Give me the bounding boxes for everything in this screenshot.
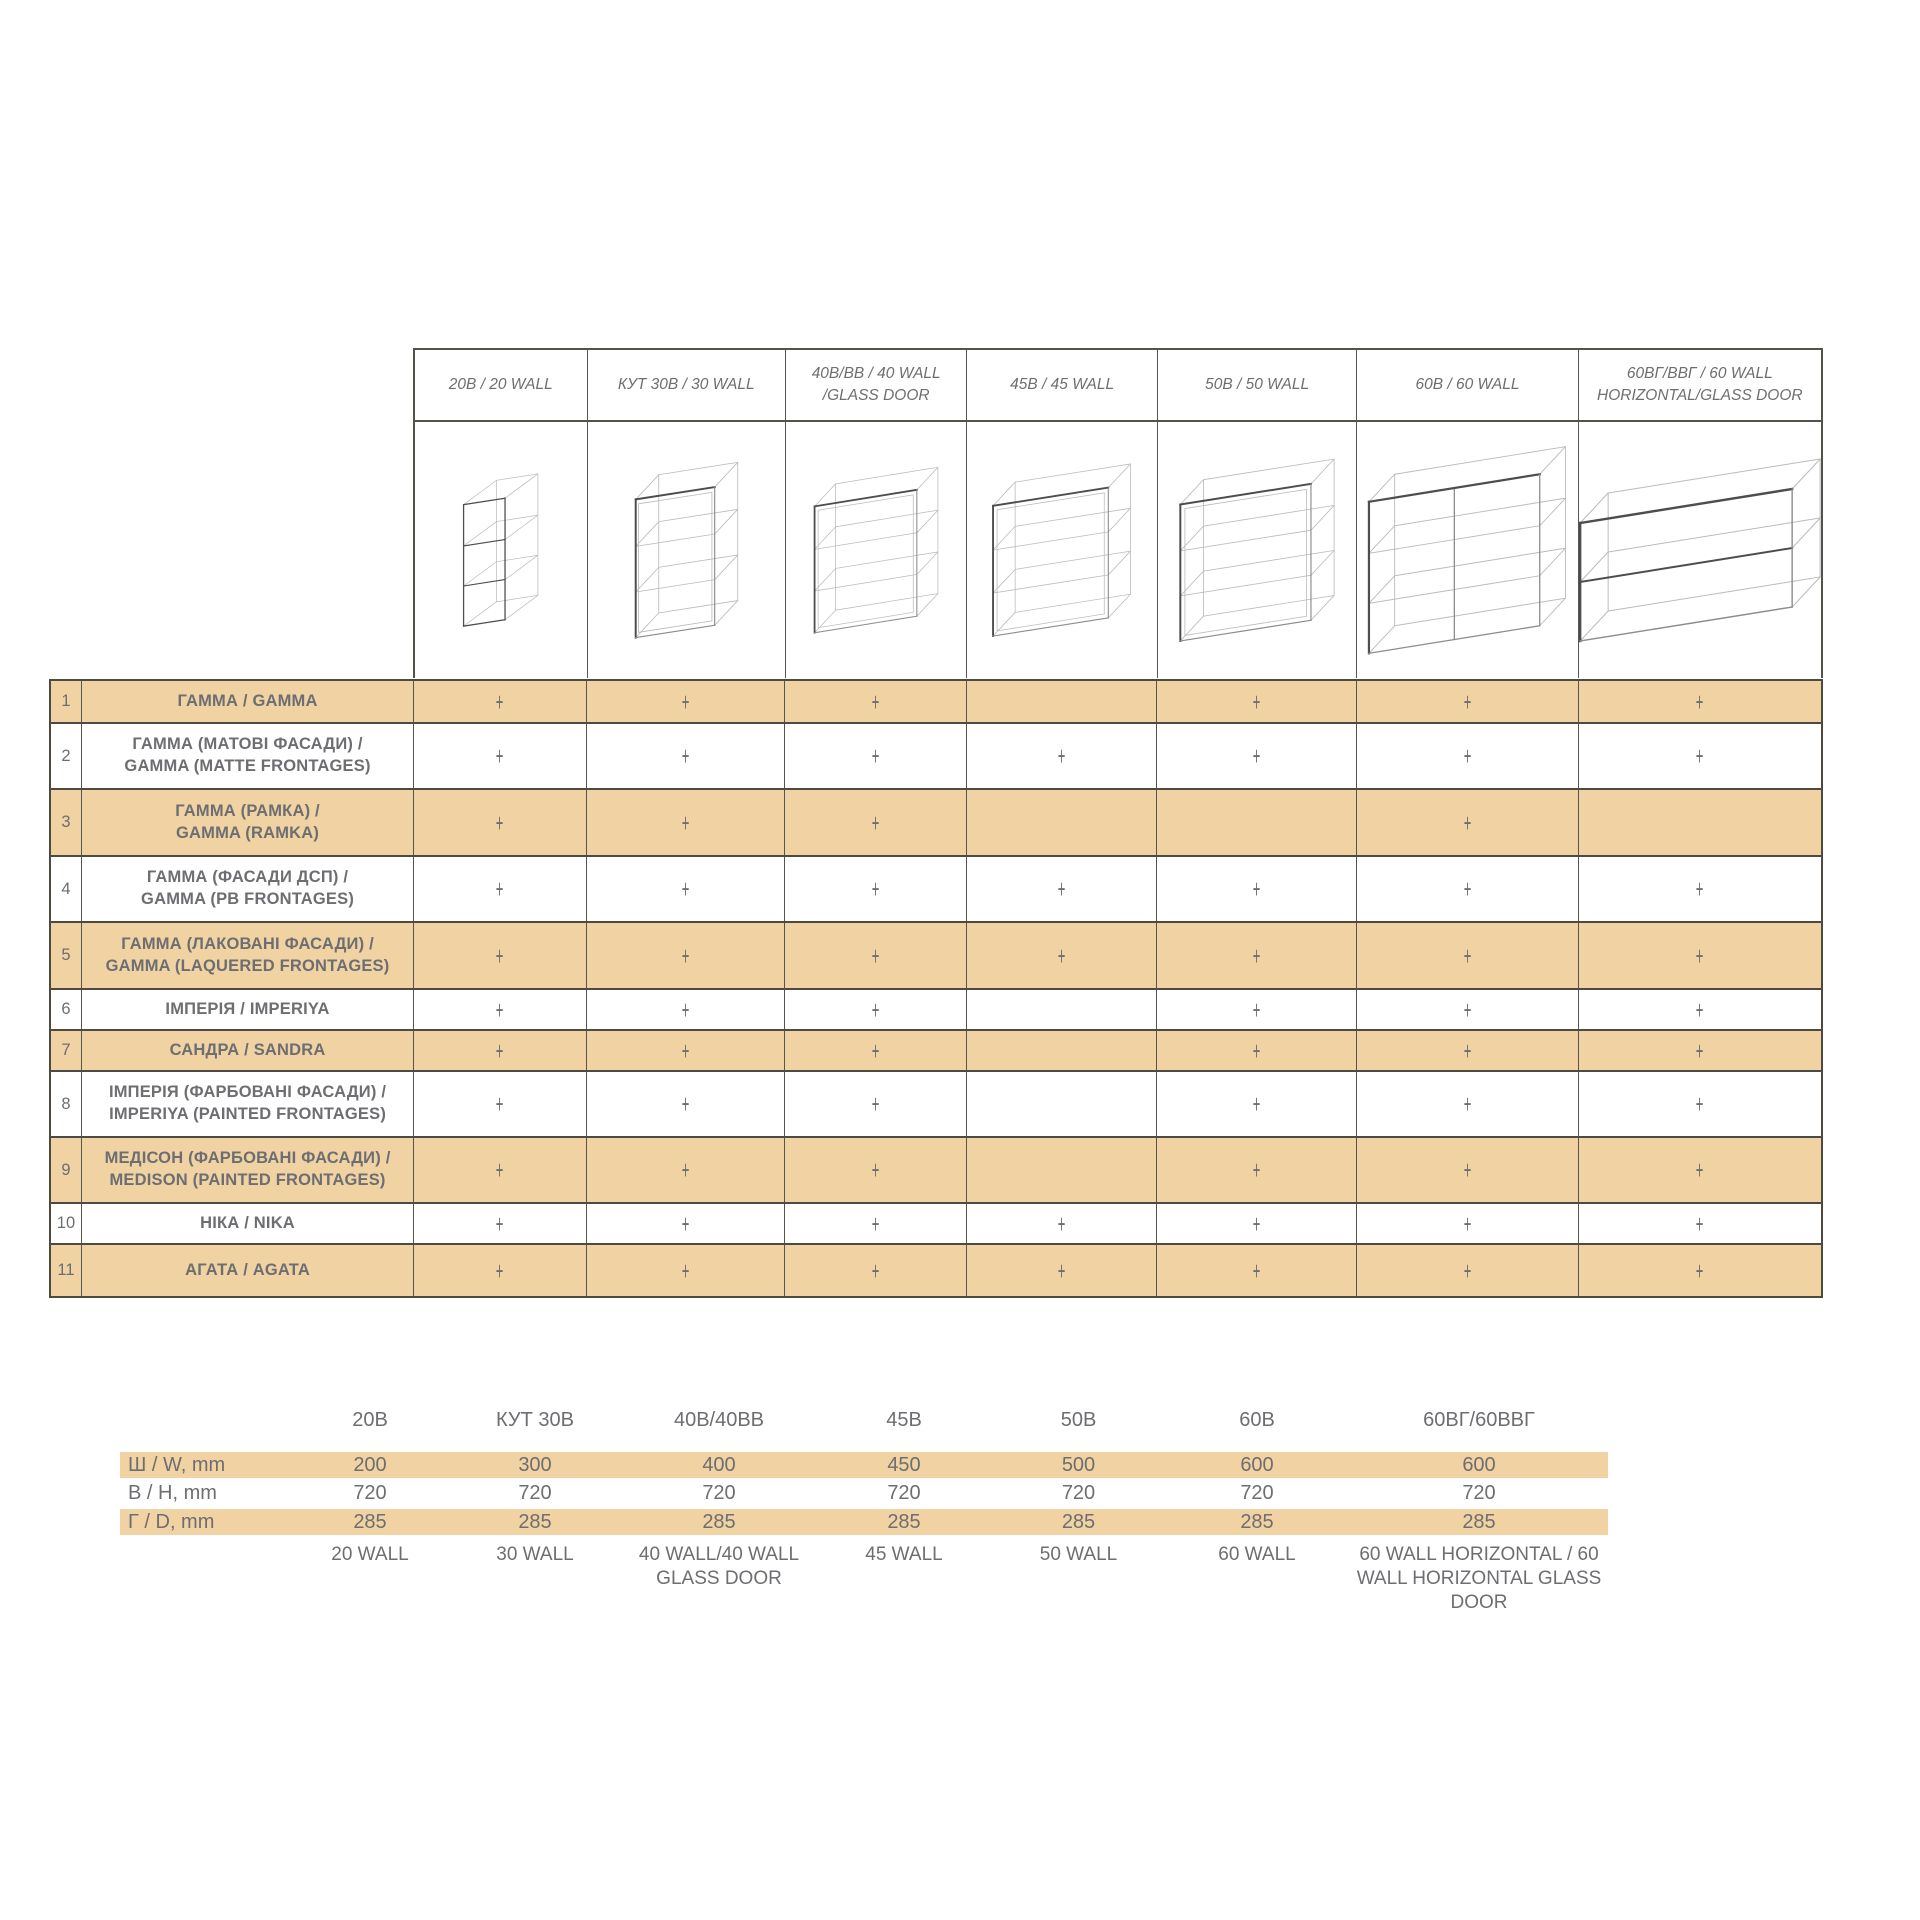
- matrix-header-cell: [1579, 350, 1821, 420]
- series-label-line: GAMMA (LAQUERED FRONTAGES): [105, 956, 390, 975]
- matrix-row: [51, 1243, 1821, 1296]
- dim-value-cell: 285: [518, 1511, 552, 1533]
- dim-value-cell: 720: [1240, 1482, 1274, 1504]
- compat-cell: [1579, 790, 1821, 855]
- plus-mark: +: [871, 1035, 880, 1066]
- compat-cell: [1357, 681, 1579, 722]
- compat-cell: [785, 790, 967, 855]
- plus-mark: +: [496, 741, 504, 771]
- plus-mark: +: [1695, 1255, 1704, 1286]
- plus-mark: +: [496, 1255, 504, 1286]
- compat-cell: [1157, 724, 1357, 788]
- matrix-image-cell: [1158, 422, 1357, 678]
- plus-mark: +: [496, 994, 504, 1025]
- plus-mark: +: [871, 1155, 880, 1185]
- cabinet-60b-double-door-icon: [1357, 422, 1577, 678]
- compat-cell: [414, 1245, 587, 1296]
- series-label-line: ГАММА (ЛАКОВАНІ ФАСАДИ) /: [121, 934, 374, 953]
- series-label-line: САНДРА / SANDRA: [169, 1040, 326, 1059]
- header-line: /GLASS DOOR: [822, 387, 930, 404]
- matrix-row: [51, 1202, 1821, 1243]
- plus-mark: +: [871, 807, 880, 838]
- cabinet-30b-corner-icon: [588, 422, 785, 678]
- header-line: 45В / 45 WALL: [1010, 375, 1115, 393]
- series-label: [82, 1072, 414, 1136]
- plus-mark: +: [681, 741, 690, 771]
- compat-cell: [967, 1031, 1158, 1070]
- compat-cell: [785, 1138, 967, 1202]
- dim-name-cell: 50 WALL: [1039, 1544, 1118, 1565]
- dim-metric-row: [120, 1478, 1608, 1509]
- compat-cell: [785, 1245, 967, 1296]
- compat-cell: [414, 1204, 587, 1243]
- compat-cell: [967, 990, 1158, 1029]
- cabinet-20b-open-shelf-icon: [415, 422, 587, 678]
- compat-cell: [1579, 1204, 1821, 1243]
- series-label-line: ГАММА / GAMMA: [177, 691, 318, 710]
- matrix-row: [51, 855, 1821, 921]
- series-label-line: ГАММА (РАМКА) /: [175, 801, 320, 820]
- dim-metric-row: [120, 1509, 1608, 1535]
- plus-mark: +: [681, 940, 690, 971]
- plus-mark: +: [681, 1035, 690, 1066]
- plus-mark: +: [1695, 686, 1704, 717]
- compat-cell: [587, 1245, 786, 1296]
- row-number: 8: [51, 1072, 82, 1136]
- header-line: 20В / 20 WALL: [448, 375, 553, 393]
- plus-mark: +: [496, 686, 504, 717]
- compat-cell: [785, 923, 967, 988]
- compat-cell: [1157, 1204, 1357, 1243]
- matrix-image-cell: [967, 422, 1157, 678]
- dim-name-cell: 60 WALL HORIZONTAL / 60 WALL HORIZONTAL GLASS DOOR: [1356, 1544, 1602, 1613]
- compat-cell: [785, 1204, 967, 1243]
- compat-matrix-body: [49, 679, 1823, 1298]
- series-label-line: ІМПЕРІЯ (ФАРБОВАНІ ФАСАДИ) /: [108, 1083, 387, 1102]
- plus-mark: +: [1463, 1155, 1472, 1185]
- dim-corner-empty: [120, 1403, 293, 1409]
- series-label-line: GAMMA (MATTE FRONTAGES): [124, 757, 371, 775]
- compat-cell: [414, 724, 587, 788]
- plus-mark: +: [681, 686, 690, 717]
- dim-value-cell: 285: [1240, 1511, 1274, 1533]
- plus-mark: +: [1252, 686, 1261, 717]
- compat-cell: [785, 681, 967, 722]
- compat-cell: [414, 857, 587, 921]
- compat-cell: [1579, 990, 1821, 1029]
- dim-row-label: В / H, mm: [128, 1482, 217, 1504]
- compat-cell: [1579, 923, 1821, 988]
- plus-mark: +: [1252, 874, 1261, 904]
- matrix-image-cell: [786, 422, 967, 678]
- matrix-header-cell: [967, 350, 1157, 420]
- dim-name-cell: 45 WALL: [865, 1544, 943, 1565]
- dimensions-table: [120, 1403, 1608, 1614]
- plus-mark: +: [1695, 994, 1704, 1025]
- header-line: 50В / 50 WALL: [1205, 375, 1310, 393]
- matrix-row: [51, 722, 1821, 788]
- series-label: [82, 990, 414, 1029]
- series-label: [82, 724, 414, 788]
- series-label: [82, 1245, 414, 1296]
- compat-cell: [414, 990, 587, 1029]
- dim-name-cell: 40 WALL/40 WALL GLASS DOOR: [638, 1544, 800, 1589]
- compat-cell: [414, 1138, 587, 1202]
- compat-cell: [967, 1204, 1158, 1243]
- compat-cell: [967, 1245, 1158, 1296]
- series-label-line: АГАТА / AGATA: [185, 1260, 310, 1279]
- plus-mark: +: [1252, 1255, 1261, 1286]
- series-label: [82, 1031, 414, 1070]
- dim-value-cell: 285: [353, 1511, 387, 1533]
- header-line: 40В/ВВ / 40 WALL: [811, 364, 941, 382]
- row-number: 6: [51, 990, 82, 1029]
- compat-cell: [587, 990, 786, 1029]
- matrix-image-cell: [415, 422, 588, 678]
- compat-cell: [587, 1138, 786, 1202]
- matrix-image-cell: [1357, 422, 1578, 678]
- dim-model-header: 50В: [1060, 1409, 1097, 1431]
- plus-mark: +: [871, 874, 880, 904]
- dim-value-cell: 500: [1061, 1454, 1096, 1476]
- plus-mark: +: [871, 994, 880, 1025]
- header-line: HORIZONTAL/GLASS DOOR: [1597, 387, 1803, 404]
- plus-mark: +: [1463, 1089, 1472, 1119]
- compat-cell: [1357, 1072, 1579, 1136]
- dim-model-header: 45В: [886, 1409, 922, 1431]
- plus-mark: +: [1695, 874, 1704, 904]
- plus-mark: +: [1463, 686, 1472, 717]
- compat-cell: [1579, 1245, 1821, 1296]
- dim-value-cell: 600: [1240, 1454, 1274, 1476]
- compat-cell: [1157, 990, 1357, 1029]
- compat-cell: [967, 1072, 1158, 1136]
- plus-mark: +: [681, 1208, 690, 1239]
- plus-mark: +: [1463, 807, 1472, 838]
- series-label-line: MEDISON (PAINTED FRONTAGES): [109, 1171, 386, 1189]
- plus-mark: +: [496, 807, 504, 838]
- dim-value-cell: 450: [887, 1454, 921, 1476]
- matrix-image-cell: [1579, 422, 1821, 678]
- plus-mark: +: [496, 1155, 504, 1185]
- compat-cell: [587, 923, 786, 988]
- compat-cell: [1357, 990, 1579, 1029]
- plus-mark: +: [871, 1208, 880, 1239]
- dim-value-cell: 720: [1462, 1482, 1496, 1504]
- plus-mark: +: [1463, 741, 1472, 771]
- matrix-header-cell: [1357, 350, 1578, 420]
- series-label-line: IMPERIYA (PAINTED FRONTAGES): [109, 1105, 387, 1123]
- matrix-image-cell: [588, 422, 786, 678]
- cabinet-40b-glass-door-icon: [786, 422, 966, 678]
- plus-mark: +: [1695, 741, 1704, 771]
- row-number: 1: [51, 681, 82, 722]
- cabinet-45b-icon: [967, 422, 1156, 678]
- plus-mark: +: [1057, 940, 1066, 971]
- dim-value-cell: 285: [1462, 1511, 1496, 1533]
- plus-mark: +: [681, 807, 690, 838]
- compat-cell: [785, 857, 967, 921]
- compat-cell: [1579, 857, 1821, 921]
- plus-mark: +: [871, 1255, 880, 1286]
- plus-mark: +: [496, 1208, 504, 1239]
- compat-cell: [587, 724, 786, 788]
- dim-model-header: КУТ 30В: [496, 1409, 574, 1431]
- plus-mark: +: [496, 1035, 504, 1066]
- plus-mark: +: [871, 741, 880, 771]
- dim-names-row: [120, 1543, 1608, 1614]
- plus-mark: +: [1252, 1089, 1261, 1119]
- plus-mark: +: [871, 1089, 880, 1119]
- compat-cell: [967, 724, 1158, 788]
- compat-cell: [967, 923, 1158, 988]
- dim-metric-rows: [120, 1452, 1608, 1535]
- dim-value-cell: 200: [353, 1454, 387, 1476]
- matrix-row: [51, 681, 1821, 722]
- compat-cell: [1157, 1245, 1357, 1296]
- matrix-row: [51, 1029, 1821, 1070]
- plus-mark: +: [1695, 1208, 1704, 1239]
- plus-mark: +: [1252, 940, 1261, 971]
- plus-mark: +: [1252, 741, 1261, 771]
- plus-mark: +: [681, 1155, 690, 1185]
- compat-cell: [414, 681, 587, 722]
- plus-mark: +: [1057, 874, 1066, 904]
- row-number: 10: [51, 1204, 82, 1243]
- plus-mark: +: [681, 1089, 690, 1119]
- matrix-row: [51, 988, 1821, 1029]
- dim-model-header: 20В: [352, 1409, 388, 1431]
- series-label-line: GAMMA (PB FRONTAGES): [141, 890, 355, 908]
- series-label: [82, 681, 414, 722]
- plus-mark: +: [1695, 1035, 1704, 1066]
- compat-cell: [1579, 1138, 1821, 1202]
- compat-cell: [967, 681, 1158, 722]
- dim-name-cell: 30 WALL: [496, 1544, 574, 1565]
- matrix-row: [51, 1070, 1821, 1136]
- compat-cell: [587, 1204, 786, 1243]
- compat-cell: [1357, 790, 1579, 855]
- compat-matrix-top: [413, 348, 1823, 678]
- plus-mark: +: [681, 874, 690, 904]
- compat-cell: [1357, 1204, 1579, 1243]
- compat-cell: [785, 1072, 967, 1136]
- compat-cell: [785, 990, 967, 1029]
- plus-mark: +: [1463, 1255, 1472, 1286]
- dim-row-label: Ш / W, mm: [128, 1454, 226, 1476]
- plus-mark: +: [1057, 1208, 1066, 1239]
- header-line: 60В / 60 WALL: [1415, 375, 1520, 393]
- matrix-header-cell: [1158, 350, 1357, 420]
- series-label: [82, 1138, 414, 1202]
- dim-value-cell: 285: [887, 1511, 921, 1533]
- matrix-header-cell: [786, 350, 967, 420]
- plus-mark: +: [1695, 1155, 1704, 1185]
- plus-mark: +: [1463, 1035, 1472, 1066]
- dim-value-cell: 720: [702, 1482, 736, 1504]
- compat-cell: [587, 857, 786, 921]
- compat-cell: [1357, 1138, 1579, 1202]
- plus-mark: +: [681, 994, 690, 1025]
- compat-cell: [967, 790, 1158, 855]
- compat-cell: [414, 1031, 587, 1070]
- dim-model-header: 60ВГ/60ВВГ: [1423, 1409, 1535, 1431]
- row-number: 5: [51, 923, 82, 988]
- series-label-line: GAMMA (RAMKA): [175, 823, 320, 842]
- plus-mark: +: [496, 940, 504, 971]
- dim-model-header: 40В/40ВВ: [673, 1409, 765, 1431]
- plus-mark: +: [496, 874, 504, 904]
- plus-mark: +: [871, 940, 880, 971]
- dim-value-cell: 285: [702, 1511, 736, 1533]
- series-label: [82, 790, 414, 855]
- compat-cell: [1157, 1138, 1357, 1202]
- compat-cell: [587, 790, 786, 855]
- dim-value-cell: 720: [887, 1482, 921, 1504]
- compat-cell: [1357, 1031, 1579, 1070]
- dim-row-label: Г / D, mm: [128, 1511, 215, 1533]
- compat-cell: [785, 724, 967, 788]
- series-label-line: ІМПЕРІЯ / IMPERIYA: [165, 999, 330, 1018]
- matrix-row: [51, 921, 1821, 988]
- compat-cell: [785, 1031, 967, 1070]
- plus-mark: +: [1695, 940, 1704, 971]
- compat-cell: [1357, 923, 1579, 988]
- dim-name-cell: 20 WALL: [331, 1544, 409, 1565]
- dim-model-header: 60В: [1239, 1409, 1275, 1431]
- cabinet-50b-icon: [1158, 422, 1356, 678]
- compat-cell: [1157, 1072, 1357, 1136]
- plus-mark: +: [1252, 1035, 1261, 1066]
- dim-models-row: [120, 1403, 1608, 1452]
- plus-mark: +: [1463, 940, 1472, 971]
- plus-mark: +: [1463, 994, 1472, 1025]
- dim-value-cell: 400: [702, 1454, 736, 1476]
- series-label-line: НІКА / NIKA: [200, 1213, 295, 1232]
- row-number: 2: [51, 724, 82, 788]
- compat-cell: [587, 1031, 786, 1070]
- plus-mark: +: [1463, 1208, 1472, 1239]
- plus-mark: +: [1252, 1155, 1261, 1185]
- compat-cell: [1579, 1031, 1821, 1070]
- compat-cell: [967, 857, 1158, 921]
- dim-value-cell: 300: [518, 1454, 552, 1476]
- plus-mark: +: [871, 686, 880, 717]
- compat-cell: [1579, 1072, 1821, 1136]
- series-label: [82, 857, 414, 921]
- series-label-line: МЕДІСОН (ФАРБОВАНІ ФАСАДИ) /: [104, 1149, 391, 1168]
- matrix-header-cell: [588, 350, 786, 420]
- series-label-line: ГАММА (ФАСАДИ ДСП) /: [146, 868, 349, 887]
- matrix-row: [51, 788, 1821, 855]
- compat-cell: [414, 790, 587, 855]
- plus-mark: +: [1252, 994, 1261, 1025]
- plus-mark: +: [1252, 1208, 1261, 1239]
- row-number: 9: [51, 1138, 82, 1202]
- dim-value-cell: 720: [353, 1482, 387, 1504]
- plus-mark: +: [1057, 1255, 1066, 1286]
- row-number: 7: [51, 1031, 82, 1070]
- compat-cell: [1157, 790, 1357, 855]
- dim-value-cell: 720: [518, 1482, 552, 1504]
- matrix-header-row: [415, 350, 1821, 422]
- matrix-header-cell: [415, 350, 588, 420]
- dim-value-cell: 600: [1462, 1454, 1496, 1476]
- series-label: [82, 923, 414, 988]
- compat-cell: [1157, 681, 1357, 722]
- compat-cell: [1357, 724, 1579, 788]
- compat-cell: [587, 681, 786, 722]
- plus-mark: +: [1695, 1089, 1704, 1119]
- header-line: 60ВГ/ВВГ / 60 WALL: [1626, 364, 1773, 382]
- cabinet-60bg-horizontal-icon: [1579, 422, 1821, 678]
- compat-cell: [1157, 857, 1357, 921]
- series-label-line: ГАММА (МАТОВІ ФАСАДИ) /: [132, 735, 363, 754]
- compat-cell: [1357, 857, 1579, 921]
- row-number: 4: [51, 857, 82, 921]
- matrix-images-row: [415, 422, 1821, 678]
- compat-cell: [587, 1072, 786, 1136]
- plus-mark: +: [681, 1255, 690, 1286]
- dim-value-cell: 285: [1061, 1511, 1096, 1533]
- compat-cell: [967, 1138, 1158, 1202]
- dim-value-cell: 720: [1061, 1482, 1096, 1504]
- compat-cell: [1579, 681, 1821, 722]
- dim-name-cell: 60 WALL: [1218, 1544, 1296, 1565]
- matrix-row: [51, 1136, 1821, 1202]
- row-number: 3: [51, 790, 82, 855]
- compat-cell: [1579, 724, 1821, 788]
- row-number: 11: [51, 1245, 82, 1296]
- header-line: КУТ 30В / 30 WALL: [617, 375, 755, 393]
- compat-cell: [1157, 923, 1357, 988]
- compat-cell: [414, 1072, 587, 1136]
- series-label: [82, 1204, 414, 1243]
- dim-metric-row: [120, 1452, 1608, 1478]
- plus-mark: +: [496, 1089, 504, 1119]
- compat-cell: [414, 923, 587, 988]
- plus-mark: +: [1057, 741, 1066, 771]
- plus-mark: +: [1463, 874, 1472, 904]
- compat-cell: [1357, 1245, 1579, 1296]
- compat-cell: [1157, 1031, 1357, 1070]
